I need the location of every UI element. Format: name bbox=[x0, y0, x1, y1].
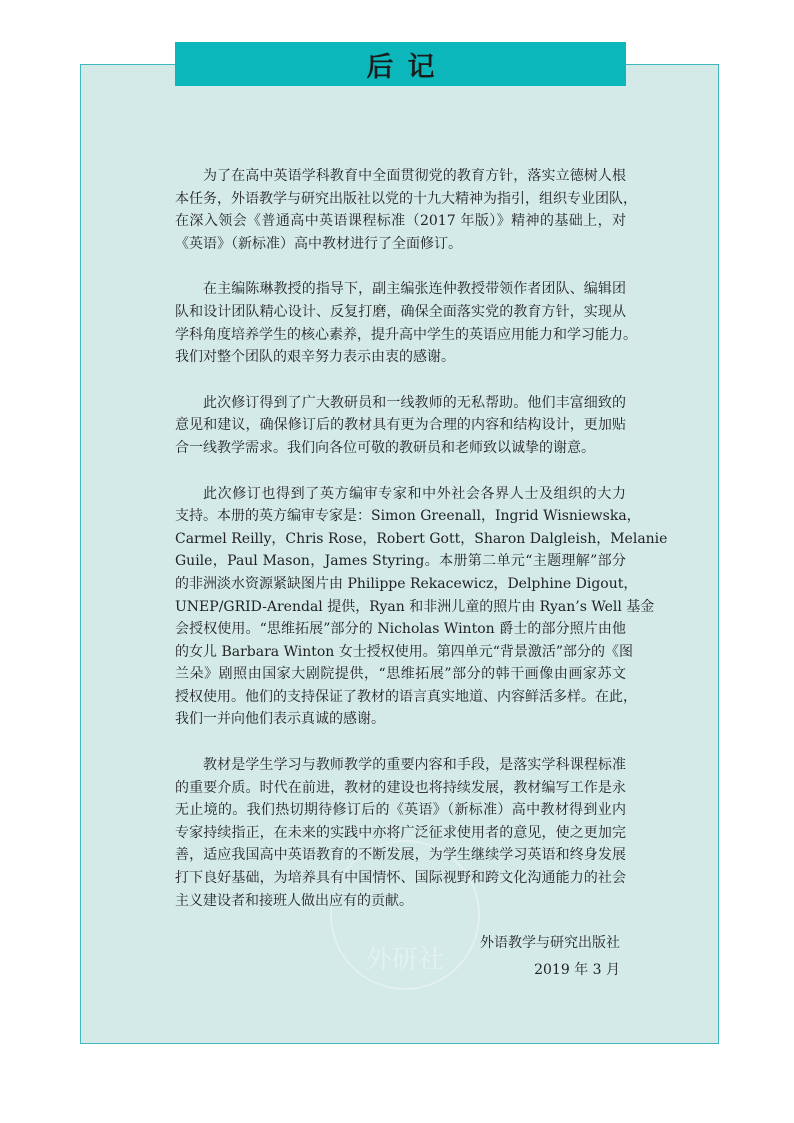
text-line: 为了在高中英语学科教育中全面贯彻党的教育方针，落实立德树人根 bbox=[203, 168, 626, 184]
afterword-body bbox=[175, 165, 668, 935]
text-line: 打下良好基础，为培养具有中国情怀、国际视野和跨文化沟通能力的社会 bbox=[175, 870, 626, 887]
text-line: 在主编陈琳教授的指导下，副主编张连仲教授带领作者团队、编辑团 bbox=[203, 281, 626, 298]
text-line: 合一线教学需求。我们向各位可敬的教研员和老师致以诚挚的谢意。 bbox=[175, 439, 595, 456]
text-line: 此次修订得到了广大教研员和一线教师的无私帮助。他们丰富细致的 bbox=[203, 394, 626, 411]
paragraph bbox=[175, 278, 637, 368]
publisher-watermark: 外研社 bbox=[330, 840, 480, 990]
text-line: 的非洲淡水资源紧缺图片由 Philippe Rekacewicz，Delphine Digout， bbox=[175, 575, 638, 592]
text-line: 意见和建议，确保修订后的教材具有更为合理的内容和结构设计，更加贴 bbox=[175, 417, 626, 434]
text-line: 学科角度培养学生的核心素养，提升高中学生的英语应用能力和学习能力。 bbox=[175, 326, 637, 343]
text-line: Guile，Paul Mason，James Styring。本册第二单元“主题理解”部分 bbox=[175, 553, 626, 570]
text-line: 善，适应我国高中英语教育的不断发展，为学生继续学习英语和终身发展 bbox=[175, 847, 626, 864]
text-line: 兰朵》剧照由国家大剧院提供，“思维拓展”部分的韩干画像由画家苏文 bbox=[175, 666, 626, 683]
text-line: UNEP/GRID-Arendal 提供，Ryan 和非洲儿童的照片由 Ryan’s Well 基金 bbox=[175, 598, 655, 615]
text-line: 《英语》（新标准）高中教材进行了全面修订。 bbox=[175, 235, 462, 252]
text-line: Carmel Reilly，Chris Rose，Robert Gott，Sharon Dalgleish，Melanie bbox=[175, 530, 668, 547]
text-line: 本任务，外语教学与研究出版社以党的十九大精神为指引，组织专业团队， bbox=[175, 190, 637, 207]
text-line: 教材是学生学习与教师教学的重要内容和手段，是落实学科课程标准 bbox=[203, 757, 626, 774]
paragraph bbox=[175, 754, 626, 912]
text-line: 的女儿 Barbara Winton 女士授权使用。第四单元“背景激活”部分的《图 bbox=[175, 643, 634, 660]
text-line: 我们一并向他们表示真诚的感谢。 bbox=[175, 711, 385, 728]
signature-date: 2019 年 3 月 bbox=[534, 962, 620, 978]
paragraph bbox=[175, 483, 668, 732]
paragraph bbox=[175, 165, 637, 255]
text-line: 会授权使用。“思维拓展”部分的 Nicholas Winton 爵士的部分照片由他 bbox=[175, 621, 626, 638]
text-line: 主义建设者和接班人做出应有的贡献。 bbox=[175, 892, 413, 909]
page-title: 后记 bbox=[366, 51, 449, 83]
text-line: 队和设计团队精心设计、反复打磨，确保全面落实党的教育方针，实现从 bbox=[175, 303, 626, 320]
title-banner bbox=[175, 42, 626, 86]
text-line: 支持。本册的英方编审专家是：Simon Greenall，Ingrid Wisniewska， bbox=[175, 508, 641, 525]
paragraph bbox=[175, 392, 626, 460]
text-line: 此次修订也得到了英方编审专家和中外社会各界人士及组织的大力 bbox=[203, 485, 626, 502]
text-line: 无止境的。我们热切期待修订后的《英语》（新标准）高中教材得到业内 bbox=[175, 802, 626, 819]
text-line: 专家持续指正，在未来的实践中亦将广泛征求使用者的意见，使之更加完 bbox=[175, 824, 626, 841]
signature-block bbox=[480, 930, 620, 984]
text-line: 在深入领会《普通高中英语课程标准（2017 年版）》精神的基础上，对 bbox=[175, 213, 626, 230]
text-line: 我们对整个团队的艰辛努力表示由衷的感谢。 bbox=[175, 349, 455, 366]
text-line: 授权使用。他们的支持保证了教材的语言真实地道、内容鲜活多样。在此， bbox=[175, 688, 637, 705]
publisher-name: 外语教学与研究出版社 bbox=[480, 935, 620, 951]
text-line: 的重要介质。时代在前进，教材的建设也将持续发展，教材编写工作是永 bbox=[175, 779, 626, 796]
